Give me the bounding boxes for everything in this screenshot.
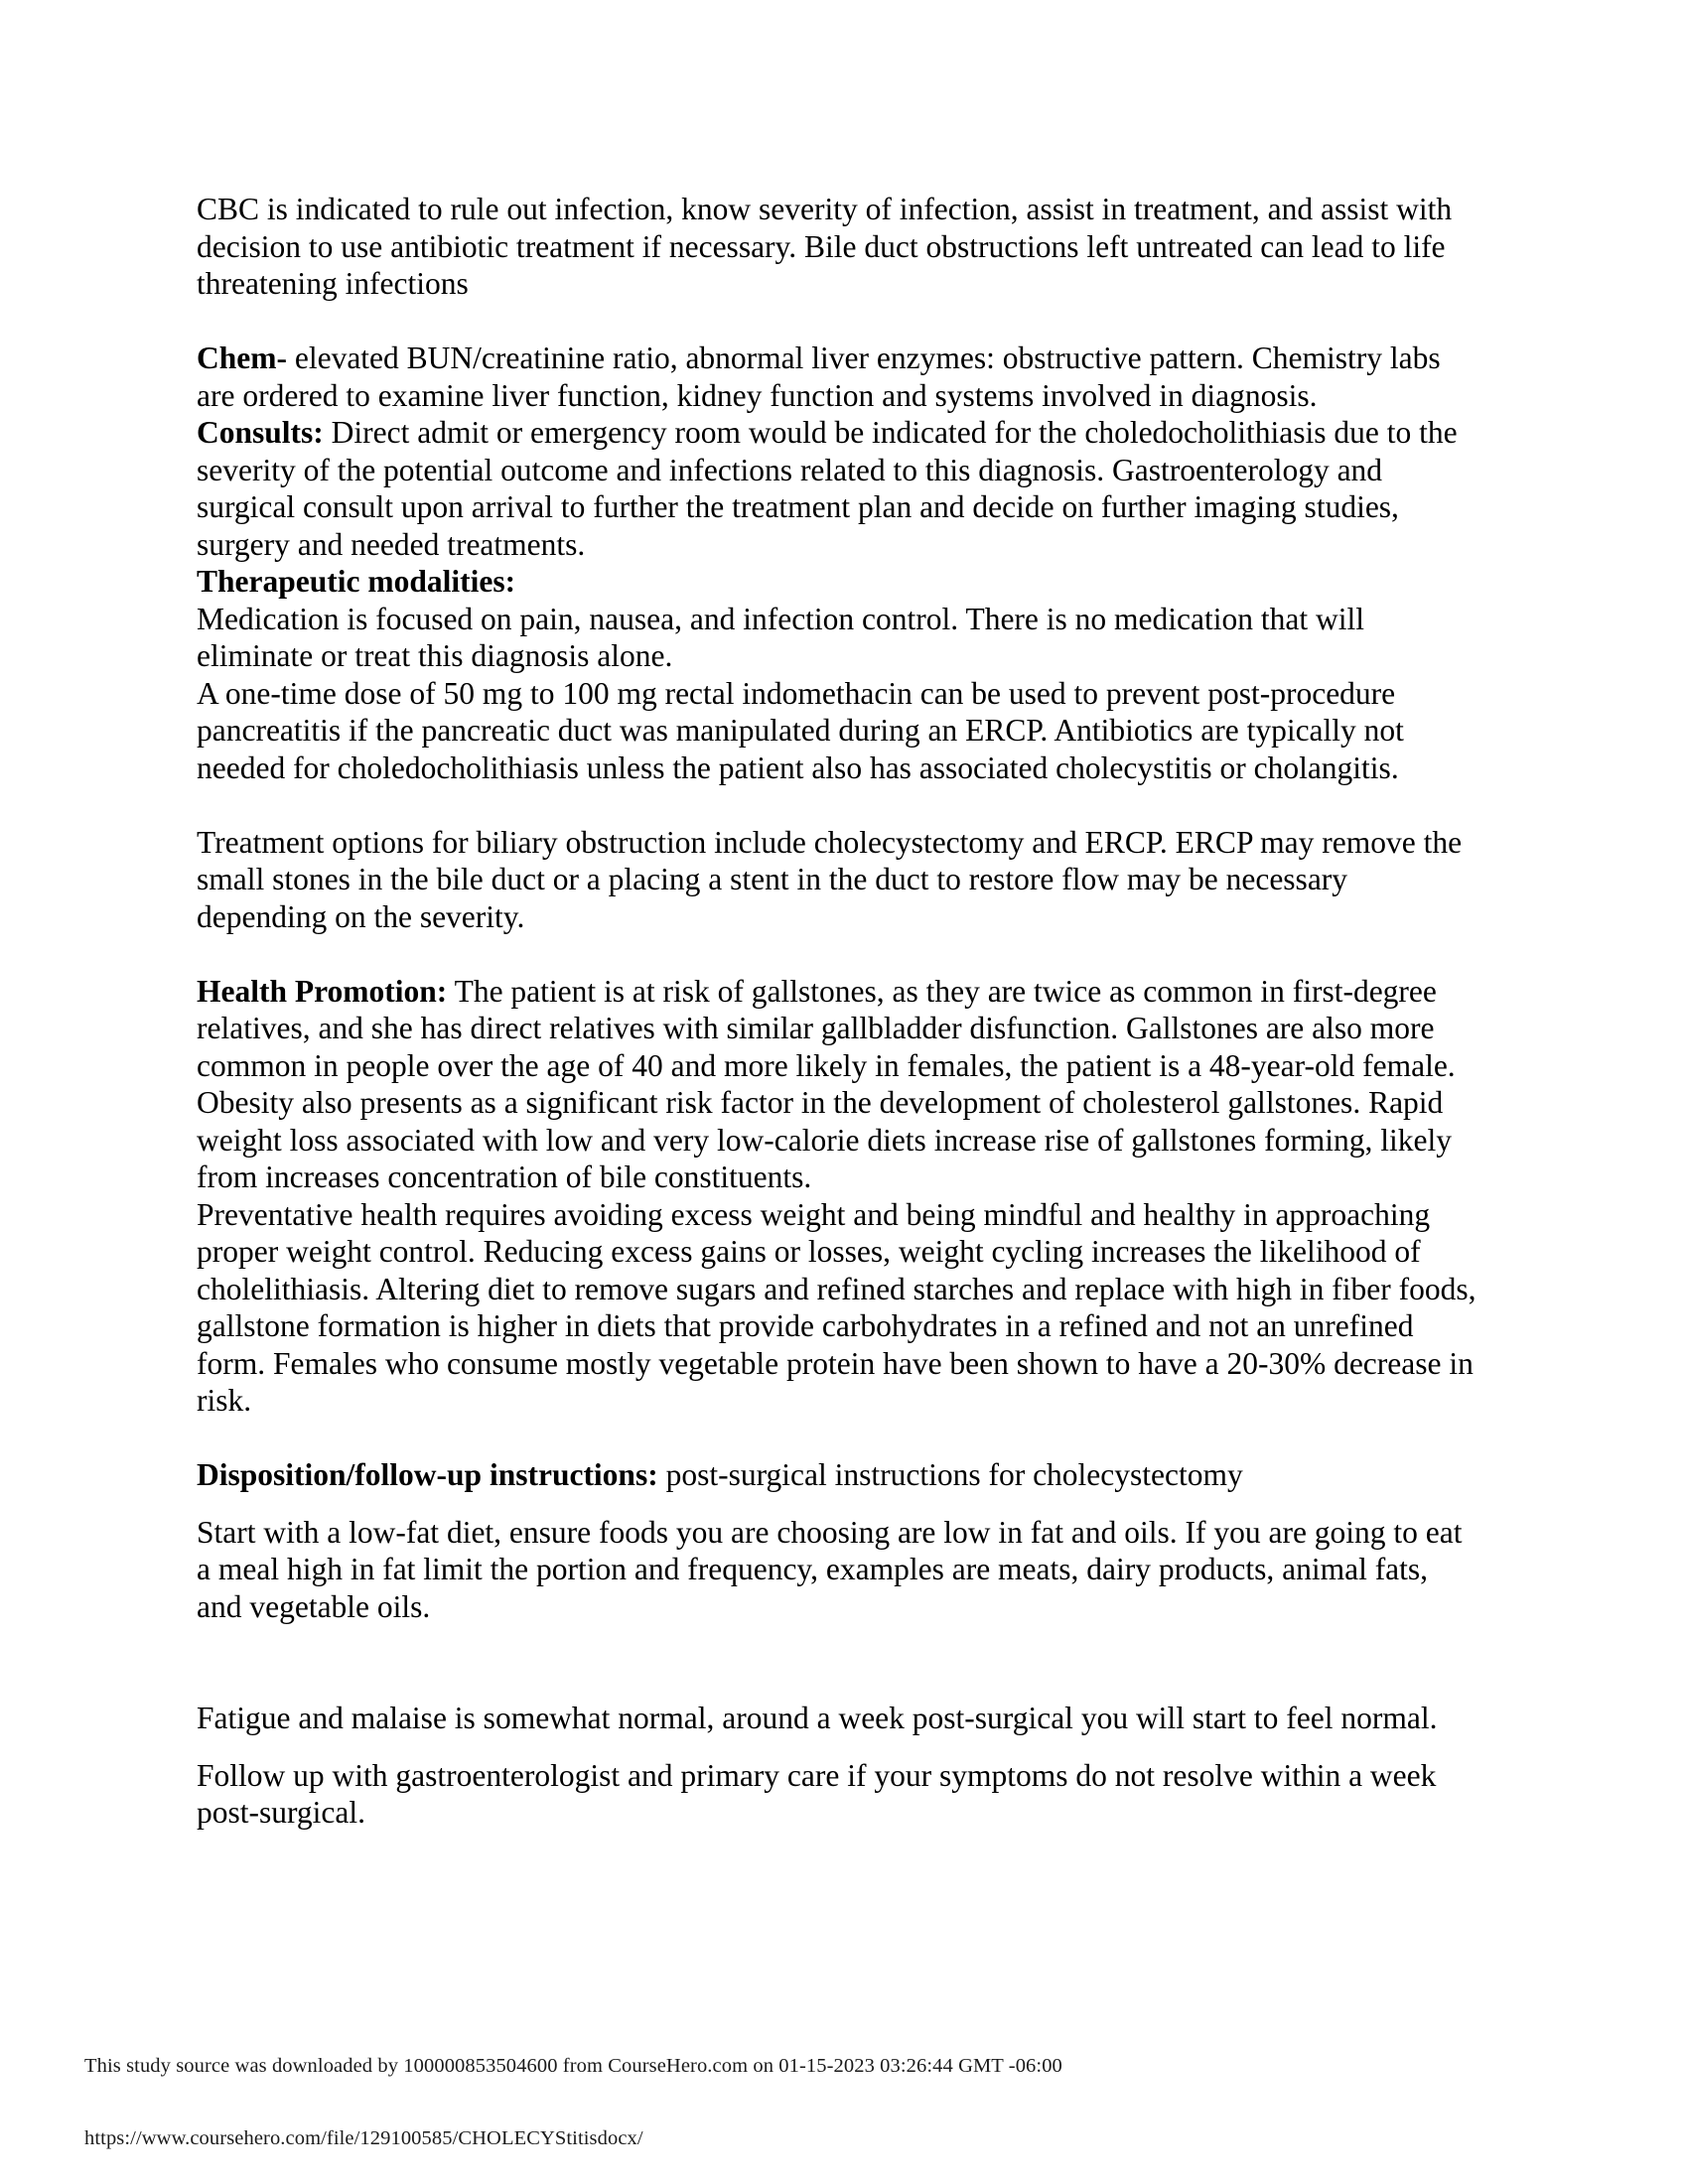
health-promotion-paragraph bbox=[197, 973, 1477, 1196]
chem-paragraph bbox=[197, 340, 1477, 414]
cbc-paragraph-text: CBC is indicated to rule out infection, know severity of infection, assist in treatment, and assist with decision to use antibiotic treatment if necessary. Bile duct obstructions left untreated can lead to life threatening infections bbox=[197, 192, 1453, 301]
medication-paragraph-text: Medication is focused on pain, nausea, and infection control. There is no medication that will eliminate or treat this diagnosis alone. bbox=[197, 601, 1364, 673]
preventative-health-paragraph bbox=[197, 1196, 1477, 1420]
treatment-options-paragraph bbox=[197, 824, 1477, 936]
consults-paragraph bbox=[197, 414, 1477, 563]
paragraph-spacer bbox=[197, 1494, 1477, 1514]
consults-paragraph-lead: Consults: bbox=[197, 415, 324, 450]
indomethacin-paragraph bbox=[197, 675, 1477, 787]
disposition-paragraph bbox=[197, 1456, 1477, 1494]
medication-paragraph bbox=[197, 601, 1477, 675]
source-url: https://www.coursehero.com/file/129100585/CHOLECYStitisdocx/ bbox=[84, 2127, 643, 2149]
paragraph-spacer bbox=[197, 935, 1477, 973]
follow-up-paragraph-text: Follow up with gastroenterologist and primary care if your symptoms do not resolve within a week post-surgical. bbox=[197, 1757, 1437, 1830]
cbc-paragraph bbox=[197, 191, 1477, 303]
paragraph-spacer bbox=[197, 303, 1477, 341]
paragraph-spacer bbox=[197, 1663, 1477, 1701]
follow-up-paragraph bbox=[197, 1757, 1477, 1832]
consults-paragraph-text: Direct admit or emergency room would be indicated for the choledocholithiasis due to the severity of the potential outcome and infections related to this diagnosis. Gastroenterology and surgical consult upon arrival to further the treatment plan and decide on further imaging studies, surgery and needed treatments. bbox=[197, 415, 1458, 562]
therapeutic-modalities-heading bbox=[197, 563, 1477, 601]
paragraph-spacer bbox=[197, 786, 1477, 824]
low-fat-diet-paragraph-text: Start with a low-fat diet, ensure foods you are choosing are low in fat and oils. If you are going to eat a meal high in fat limit the portion and frequency, examples are meats, dairy products, animal fats, and vegetable oils. bbox=[197, 1514, 1463, 1624]
chem-paragraph-lead: Chem- bbox=[197, 341, 287, 375]
download-notice: This study source was downloaded by 100000853504600 from CourseHero.com on 01-15-2023 03:26:44 GMT -06:00 bbox=[84, 2055, 1062, 2077]
low-fat-diet-paragraph bbox=[197, 1514, 1477, 1626]
chem-paragraph-text: elevated BUN/creatinine ratio, abnormal liver enzymes: obstructive pattern. Chemistry labs are ordered to examine liver function, kidney function and systems involved in diagnosis. bbox=[197, 341, 1441, 413]
paragraph-spacer bbox=[197, 1420, 1477, 1457]
disposition-paragraph-lead: Disposition/follow-up instructions: bbox=[197, 1457, 658, 1492]
health-promotion-paragraph-lead: Health Promotion: bbox=[197, 973, 448, 1009]
treatment-options-paragraph-text: Treatment options for biliary obstruction include cholecystectomy and ERCP. ERCP may remove the small stones in the bile duct or a placing a stent in the duct to restore flow may be necessary depending on the severity. bbox=[197, 824, 1463, 934]
indomethacin-paragraph-text: A one-time dose of 50 mg to 100 mg rectal indomethacin can be used to prevent post-procedure pancreatitis if the pancreatic duct was manipulated during an ERCP. Antibiotics are typically not needed for choledocholithiasis unless the patient also has associated cholecystitis or cholangitis. bbox=[197, 675, 1404, 785]
therapeutic-modalities-heading-lead: Therapeutic modalities: bbox=[197, 564, 516, 599]
document-text-body bbox=[197, 191, 1477, 1832]
preventative-health-paragraph-text: Preventative health requires avoiding excess weight and being mindful and healthy in approaching proper weight control. Reducing excess gains or losses, weight cycling increases the likelihood of cholelithiasis. Altering diet to remove sugars and refined starches and replace with high in fiber foods, gallstone formation is higher in diets that provide carbohydrates in a refined and not an unrefined form. Females who consume mostly vegetable protein have been shown to have a 20-30% decrease in risk. bbox=[197, 1196, 1477, 1418]
health-promotion-paragraph-text: The patient is at risk of gallstones, as they are twice as common in first-degree relatives, and she has direct relatives with similar gallbladder disfunction. Gallstones are also more common in people over the age of 40 and more likely in females, the patient is a 48-year-old female. Obesity also presents as a significant risk factor in the development of cholesterol gallstones. Rapid weight loss associated with low and very low-calorie diets increase rise of gallstones forming, likely from increases concentration of bile constituents. bbox=[197, 973, 1456, 1194]
fatigue-paragraph bbox=[197, 1700, 1477, 1737]
fatigue-paragraph-text: Fatigue and malaise is somewhat normal, around a week post-surgical you will start to feel normal. bbox=[197, 1701, 1438, 1735]
paragraph-spacer bbox=[197, 1625, 1477, 1663]
disposition-paragraph-text: post-surgical instructions for cholecystectomy bbox=[657, 1457, 1243, 1492]
paragraph-spacer bbox=[197, 1737, 1477, 1757]
